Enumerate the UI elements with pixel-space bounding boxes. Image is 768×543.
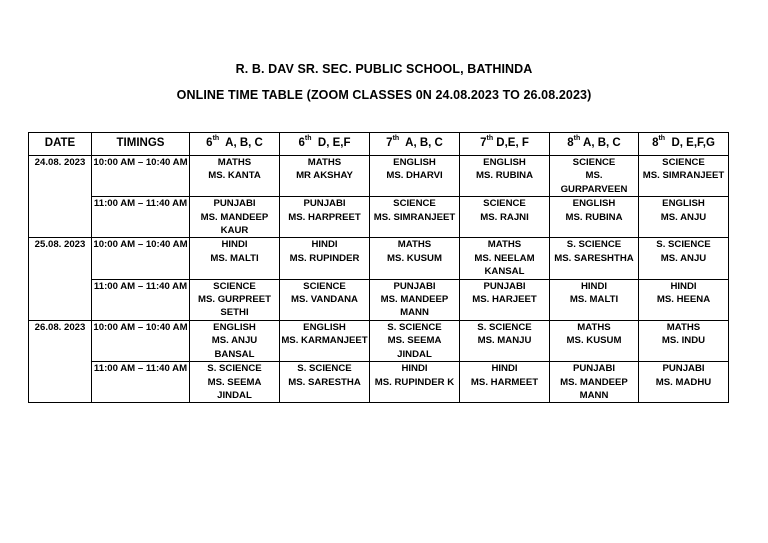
teacher: MS. NEELAM KANSAL (474, 252, 535, 278)
subject: HINDI (580, 280, 608, 292)
class-cell (460, 238, 550, 279)
column-header-timings: TIMINGS (92, 133, 190, 156)
class-cell (280, 156, 370, 197)
teacher: MS. SEEMA JINDAL (387, 335, 442, 360)
table-row (29, 279, 729, 320)
school-name: R. B. DAV SR. SEC. PUBLIC SCHOOL, BATHINDA (235, 62, 533, 76)
time-cell: 10:00 AM – 10:40 AM (92, 320, 190, 361)
class-cell (370, 320, 460, 361)
subject: HINDI (311, 239, 338, 251)
class-cell (639, 279, 729, 320)
subject: SCIENCE (483, 198, 526, 210)
teacher: MS. DHARVI (386, 170, 443, 182)
subject: ENGLISH (213, 321, 256, 333)
class-cell (190, 156, 280, 197)
subject: MATHS (487, 239, 522, 251)
class-cell (550, 197, 639, 238)
date-cell: 24.08. 2023 (29, 156, 92, 238)
subject: ENGLISH (483, 157, 526, 168)
subject: PUNJABI (662, 363, 705, 375)
class-cell (280, 197, 370, 238)
class-cell (460, 279, 550, 320)
class-cell (550, 238, 639, 279)
class-cell (190, 197, 280, 238)
teacher: MS. VANDANA (291, 294, 358, 306)
class-cell (460, 197, 550, 238)
subject: S. SCIENCE (297, 363, 352, 375)
column-header-6th-def: 6th D, E,F (280, 133, 370, 156)
subject: SCIENCE (393, 198, 436, 210)
class-cell (370, 197, 460, 238)
subject: HINDI (401, 363, 428, 375)
teacher: MS. MADHU (655, 376, 712, 388)
class-cell (280, 238, 370, 279)
subject: SCIENCE (572, 157, 616, 168)
teacher: MS. SIMRANJEET (642, 170, 725, 182)
subject: MATHS (666, 321, 701, 333)
table-row (29, 320, 729, 361)
class-cell (370, 279, 460, 320)
teacher: MS. RUPINDER (289, 252, 360, 264)
teacher: MS. MANDEEP KAUR (200, 211, 269, 237)
subject: SCIENCE (662, 157, 705, 168)
subject: ENGLISH (303, 321, 346, 333)
teacher: MS. HARMEET (470, 376, 539, 388)
table-row (29, 362, 729, 403)
teacher: MS. RUBINA (565, 211, 623, 223)
time-cell: 10:00 AM – 10:40 AM (92, 156, 190, 197)
class-cell (280, 279, 370, 320)
table-row (29, 238, 729, 279)
teacher: MS. HEENA (656, 294, 711, 306)
teacher: MS. MANDEEP MANN (560, 376, 628, 401)
teacher: MS. HARPREET (288, 211, 361, 223)
subject: S. SCIENCE (207, 363, 262, 375)
teacher: MS. GURPREET SETHI (197, 294, 272, 319)
subject: HINDI (670, 280, 697, 292)
teacher: MS. MANJU (477, 335, 532, 347)
time-cell: 11:00 AM – 11:40 AM (92, 197, 190, 238)
class-cell (639, 238, 729, 279)
date-cell: 26.08. 2023 (29, 320, 92, 402)
class-cell (639, 156, 729, 197)
teacher: MS. ANJU (660, 211, 707, 223)
teacher: MS. RUBINA (475, 170, 534, 182)
class-cell (460, 320, 550, 361)
class-cell (370, 156, 460, 197)
class-cell (460, 156, 550, 197)
subject: PUNJABI (572, 363, 616, 375)
teacher: MS. GURPARVEEN (560, 170, 628, 195)
column-header-8th-abc: 8th A, B, C (550, 133, 639, 156)
teacher: MS. SARESHTHA (554, 252, 634, 264)
class-cell (190, 320, 280, 361)
teacher: MS. SIMRANJEET (373, 211, 456, 223)
class-cell (370, 238, 460, 279)
class-cell (639, 362, 729, 403)
class-cell (280, 320, 370, 361)
class-cell (639, 197, 729, 238)
column-header-8th-defg: 8th D, E,F,G (639, 133, 729, 156)
timetable-title: ONLINE TIME TABLE (ZOOM CLASSES 0N 24.08.2023 TO 26.08.2023) (176, 88, 592, 102)
teacher: MS. ANJU (660, 252, 707, 264)
class-cell (550, 156, 639, 197)
timetable (28, 132, 729, 403)
teacher: MS. SEEMA JINDAL (207, 376, 262, 401)
class-cell (280, 362, 370, 403)
subject: MATHS (217, 157, 252, 168)
class-cell (190, 238, 280, 279)
class-cell (550, 320, 639, 361)
time-cell: 11:00 AM – 11:40 AM (92, 362, 190, 403)
column-header-7th-def: 7th D,E, F (460, 133, 550, 156)
subject: ENGLISH (572, 198, 616, 210)
date-cell: 25.08. 2023 (29, 238, 92, 320)
class-cell (190, 279, 280, 320)
subject: S. SCIENCE (387, 321, 442, 333)
teacher: MS. KUSUM (387, 252, 442, 264)
subject: S. SCIENCE (566, 239, 622, 251)
teacher: MS. KANTA (208, 170, 261, 182)
class-cell (550, 362, 639, 403)
subject: MATHS (307, 157, 342, 168)
teacher: MS. SARESTHA (288, 376, 361, 388)
teacher: MR AKSHAY (296, 170, 353, 182)
teacher: MS. MALTI (569, 294, 619, 306)
subject: SCIENCE (213, 280, 256, 292)
teacher: MS. KARMANJEET (281, 335, 368, 347)
teacher: MS. MANDEEP MANN (380, 294, 449, 319)
header-row (29, 133, 729, 156)
teacher: MS. RAJNI (480, 211, 529, 223)
column-header-date: DATE (29, 133, 92, 156)
class-cell (550, 279, 639, 320)
teacher: MS. ANJU BANSAL (211, 335, 258, 360)
column-header-6th-abc: 6th A, B, C (190, 133, 280, 156)
teacher: MS. HARJEET (472, 294, 537, 306)
class-cell (460, 362, 550, 403)
subject: S. SCIENCE (477, 321, 532, 333)
teacher: MS. MALTI (210, 252, 259, 264)
subject: S. SCIENCE (656, 239, 711, 251)
class-cell (639, 320, 729, 361)
column-header-7th-abc: 7th A, B, C (370, 133, 460, 156)
teacher: MS. KUSUM (566, 335, 622, 347)
subject: PUNJABI (213, 198, 256, 210)
subject: ENGLISH (662, 198, 705, 210)
time-cell: 10:00 AM – 10:40 AM (92, 238, 190, 279)
subject: PUNJABI (393, 280, 436, 292)
teacher: MS. RUPINDER K (374, 376, 455, 388)
subject: PUNJABI (483, 280, 526, 292)
time-cell: 11:00 AM – 11:40 AM (92, 279, 190, 320)
table-row (29, 197, 729, 238)
subject: MATHS (397, 239, 432, 251)
teacher: MS. INDU (661, 335, 706, 347)
table-row (29, 156, 729, 197)
class-cell (370, 362, 460, 403)
subject: HINDI (491, 363, 518, 375)
subject: SCIENCE (303, 280, 346, 292)
class-cell (190, 362, 280, 403)
subject: MATHS (577, 321, 611, 333)
subject: ENGLISH (393, 157, 436, 168)
subject: HINDI (221, 239, 248, 251)
subject: PUNJABI (303, 198, 346, 210)
